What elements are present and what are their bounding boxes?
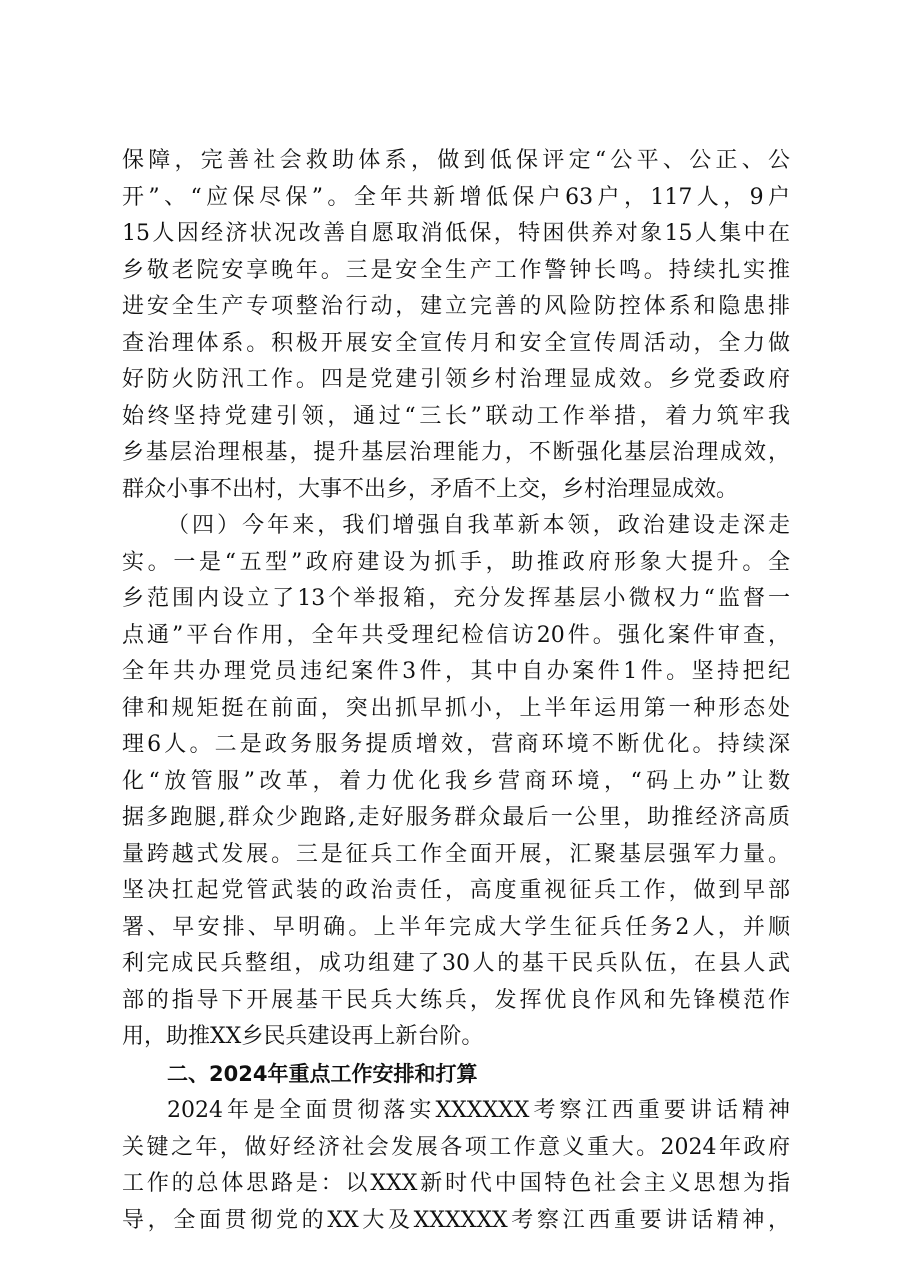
text-line: 导，全面贯彻党的XX大及XXXXXX考察江西重要讲话精神， (122, 1207, 790, 1233)
text-line: 全年共办理党员违纪案件3件，其中自办案件1件。坚持把纪 (122, 659, 790, 684)
text-line: 群众小事不出村，大事不出乡，矛盾不上交，乡村治理显成效。 (122, 476, 739, 502)
text-line: 用，助推XX乡民兵建设再上新台阶。 (122, 1024, 484, 1049)
text-line: 实。一是“五型”政府建设为抓手，助推政府形象大提升。全 (122, 549, 790, 575)
paragraph-2024-plan (122, 1093, 790, 1239)
section-heading: 二、2024年重点工作安排和打算 (167, 1061, 478, 1086)
text-line: 乡范围内设立了13个举报箱，充分发挥基层小微权力“监督一 (122, 586, 790, 611)
text-line: 进安全生产专项整治行动，建立完善的风险防控体系和隐患排 (122, 294, 790, 319)
text-line: 署、早安排、早明确。上半年完成大学生征兵任务2人，并顺 (122, 914, 790, 940)
text-line: 量跨越式发展。三是征兵工作全面开展，汇聚基层强军力量。 (122, 841, 790, 867)
document-body (122, 143, 790, 1239)
text-line: 利完成民兵整组，成功组建了30人的基干民兵队伍，在县人武 (122, 951, 790, 976)
text-line: 15人因经济状况改善自愿取消低保，特困供养对象15人集中在 (122, 221, 790, 246)
text-line: 2024年是全面贯彻落实XXXXXX考察江西重要讲话精神 (167, 1098, 790, 1123)
text-line: 理6人。二是政务服务提质增效，营商环境不断优化。持续深 (122, 732, 790, 757)
text-line: 乡基层治理根基，提升基层治理能力，不断强化基层治理成效， (122, 440, 790, 465)
text-line: 乡敬老院安享晚年。三是安全生产工作警钟长鸣。持续扎实推 (122, 257, 790, 283)
text-line: 点通”平台作用，全年共受理纪检信访20件。强化案件审查， (122, 622, 790, 648)
text-line: 保障，完善社会救助体系，做到低保评定“公平、公正、公 (122, 148, 790, 173)
text-line: 关键之年，做好经济社会发展各项工作意义重大。2024年政府 (122, 1134, 790, 1160)
text-line: 坚决扛起党管武装的政治责任，高度重视征兵工作，做到早部 (122, 878, 790, 903)
paragraph-political-construction (122, 508, 790, 1056)
text-line: 开”、“应保尽保”。全年共新增低保户63户，117人，9户 (122, 184, 790, 210)
text-line: 化“放管服”改革，着力优化我乡营商环境，“码上办”让数 (122, 768, 790, 794)
paragraph-social-safety-party-building (122, 143, 790, 508)
text-line: 工作的总体思路是：以XXX新时代中国特色社会主义思想为指 (122, 1171, 790, 1196)
text-line: 部的指导下开展基干民兵大练兵，发挥优良作风和先锋模范作 (122, 987, 790, 1013)
text-line: 律和规矩挺在前面，突出抓早抓小，上半年运用第一种形态处 (122, 695, 790, 721)
text-line: 据多跑腿,群众少跑路,走好服务群众最后一公里，助推经济高质 (122, 805, 790, 830)
text-line: 始终坚持党建引领，通过“三长”联动工作举措，着力筑牢我 (122, 403, 790, 429)
text-line: （四）今年来，我们增强自我革新本领，政治建设走深走 (167, 513, 790, 538)
text-line: 好防火防汛工作。四是党建引领乡村治理显成效。乡党委政府 (122, 367, 790, 392)
text-line: 查治理体系。积极开展安全宣传月和安全宣传周活动，全力做 (122, 330, 790, 356)
